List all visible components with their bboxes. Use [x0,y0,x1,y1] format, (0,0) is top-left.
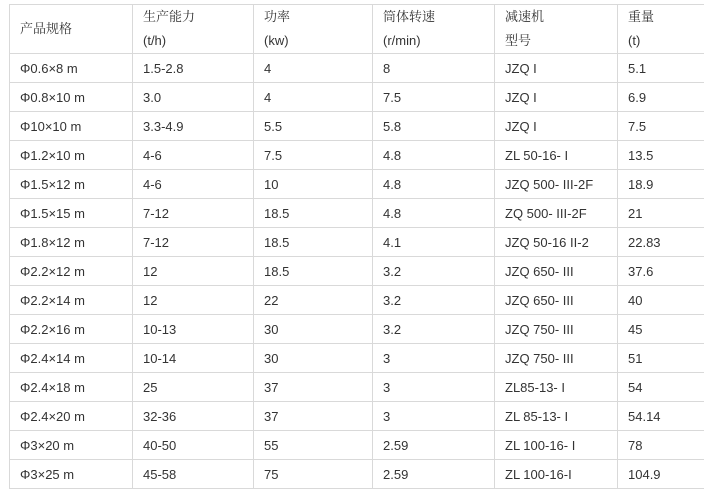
table-cell: Φ1.2×10 m [10,141,133,170]
table-cell: 4.8 [373,199,495,228]
table-row [10,460,704,489]
table-cell: 18.5 [254,199,373,228]
table-cell: ZL 100-16-I [495,460,618,489]
table-row [10,344,704,373]
table-cell: 104.9 [618,460,704,489]
table-cell: 7-12 [133,199,254,228]
column-header-label: 减速机 [505,9,545,24]
table-cell: JZQ 50-16 II-2 [495,228,618,257]
table-cell: 32-36 [133,402,254,431]
table-cell: 51 [618,344,704,373]
column-header-weight [618,5,704,54]
table-cell: 4 [254,83,373,112]
table-row [10,83,704,112]
column-header-sub: (r/min) [383,33,421,48]
table-cell: JZQ I [495,112,618,141]
table-cell: 37 [254,373,373,402]
table-cell: 8 [373,54,495,83]
table-cell: 54 [618,373,704,402]
column-header-label: 生产能力 [143,9,196,24]
table-cell: 18.5 [254,257,373,286]
table-cell: 10-14 [133,344,254,373]
table-cell: Φ10×10 m [10,112,133,141]
column-header-capacity [133,5,254,54]
column-header-label: 功率 [264,9,291,24]
table-cell: 3 [373,344,495,373]
table-cell: JZQ 500- III-2F [495,170,618,199]
table-cell: Φ2.4×14 m [10,344,133,373]
table-cell: 30 [254,315,373,344]
table-cell: ZL85-13- I [495,373,618,402]
table-cell: 3.0 [133,83,254,112]
table-cell: 21 [618,199,704,228]
table-cell: 54.14 [618,402,704,431]
column-header-label: 重量 [628,9,655,24]
table-cell: 40 [618,286,704,315]
table-cell: Φ3×20 m [10,431,133,460]
table-cell: 3.3-4.9 [133,112,254,141]
table-cell: 45 [618,315,704,344]
table-cell: 37 [254,402,373,431]
table-cell: 45-58 [133,460,254,489]
table-cell: Φ2.4×18 m [10,373,133,402]
table-cell: 75 [254,460,373,489]
table-cell: 3.2 [373,286,495,315]
table-cell: JZQ I [495,83,618,112]
table-cell: 18.5 [254,228,373,257]
table-cell: 4.8 [373,141,495,170]
table-cell: 7.5 [373,83,495,112]
table-cell: 10 [254,170,373,199]
column-header-sub: (t/h) [143,33,167,48]
table-cell: ZQ 500- III-2F [495,199,618,228]
table-cell: 4 [254,54,373,83]
table-cell: 7.5 [254,141,373,170]
table-cell: Φ2.2×12 m [10,257,133,286]
table-row [10,431,704,460]
column-header-reducer-model [495,5,618,54]
table-row [10,373,704,402]
column-header-sub: (t) [628,33,641,48]
table-cell: 6.9 [618,83,704,112]
table-cell: 25 [133,373,254,402]
table-row [10,199,704,228]
table-cell: 30 [254,344,373,373]
table-cell: 18.9 [618,170,704,199]
table-cell: 5.8 [373,112,495,141]
table-cell: 37.6 [618,257,704,286]
table-cell: Φ2.4×20 m [10,402,133,431]
table-cell: Φ0.8×10 m [10,83,133,112]
column-header-power [254,5,373,54]
table-cell: 3.2 [373,315,495,344]
column-header-label: 筒体转速 [383,9,436,24]
table-cell: 2.59 [373,460,495,489]
table-cell: 2.59 [373,431,495,460]
spec-table-container [9,4,704,489]
column-header-sub: 型号 [505,33,532,48]
table-cell: Φ0.6×8 m [10,54,133,83]
table-cell: Φ2.2×14 m [10,286,133,315]
table-cell: Φ1.5×15 m [10,199,133,228]
table-row [10,286,704,315]
table-row [10,141,704,170]
table-cell: 12 [133,286,254,315]
table-body [10,54,704,489]
column-header-product-spec [10,5,133,54]
table-cell: 78 [618,431,704,460]
header-row [10,5,704,54]
table-cell: ZL 85-13- I [495,402,618,431]
table-cell: 7-12 [133,228,254,257]
table-row [10,315,704,344]
table-cell: 4.8 [373,170,495,199]
table-cell: ZL 50-16- I [495,141,618,170]
table-cell: Φ2.2×16 m [10,315,133,344]
table-cell: 4-6 [133,170,254,199]
table-cell: 4-6 [133,141,254,170]
table-row [10,112,704,141]
table-cell: JZQ 750- III [495,315,618,344]
table-cell: 13.5 [618,141,704,170]
table-cell: 4.1 [373,228,495,257]
table-cell: 40-50 [133,431,254,460]
table-cell: 22 [254,286,373,315]
table-cell: 5.5 [254,112,373,141]
table-cell: Φ1.8×12 m [10,228,133,257]
table-cell: Φ1.5×12 m [10,170,133,199]
column-header-rotation-speed [373,5,495,54]
table-cell: 10-13 [133,315,254,344]
table-row [10,170,704,199]
table-row [10,54,704,83]
table-cell: Φ3×25 m [10,460,133,489]
table-row [10,257,704,286]
table-cell: JZQ I [495,54,618,83]
table-cell: 5.1 [618,54,704,83]
table-row [10,402,704,431]
table-row [10,228,704,257]
table-cell: ZL 100-16- I [495,431,618,460]
table-cell: 3.2 [373,257,495,286]
column-header-sub: (kw) [264,33,289,48]
product-spec-table [9,4,704,489]
table-cell: 3 [373,373,495,402]
table-cell: 12 [133,257,254,286]
column-header-label: 产品规格 [20,21,73,36]
table-cell: 3 [373,402,495,431]
table-cell: JZQ 650- III [495,257,618,286]
table-cell: 22.83 [618,228,704,257]
table-cell: JZQ 650- III [495,286,618,315]
table-cell: JZQ 750- III [495,344,618,373]
table-cell: 55 [254,431,373,460]
table-cell: 7.5 [618,112,704,141]
table-cell: 1.5-2.8 [133,54,254,83]
